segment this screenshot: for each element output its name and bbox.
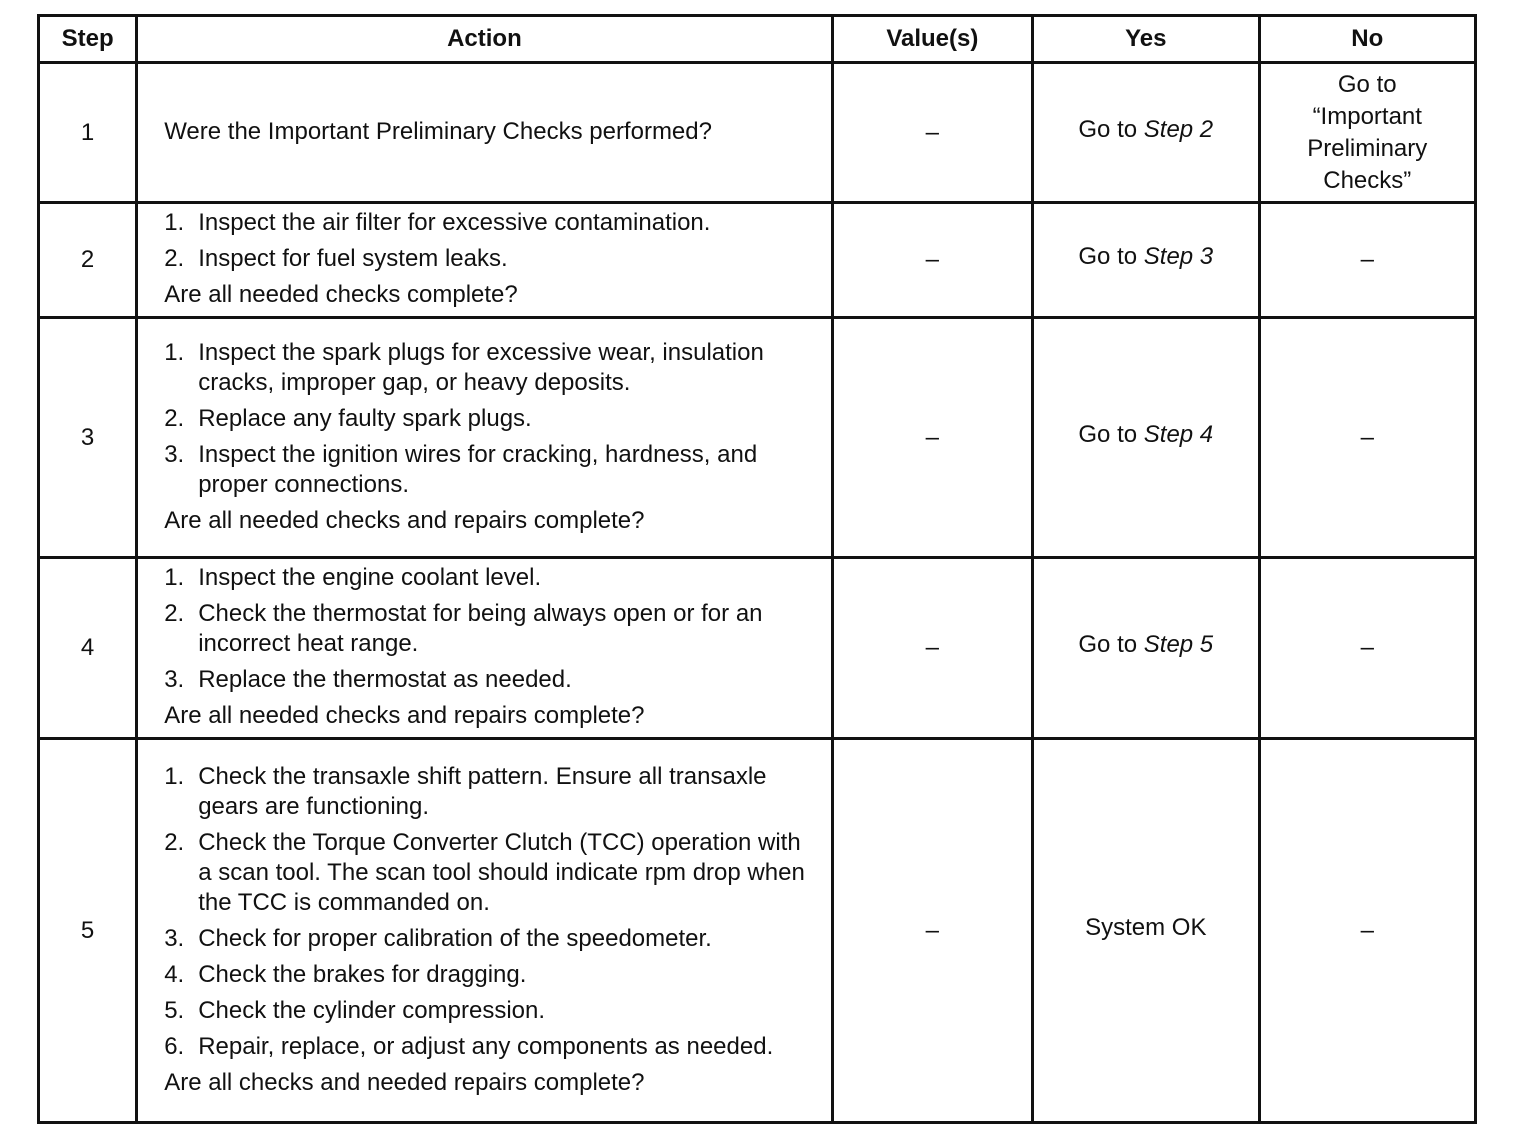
action-question: Are all needed checks complete?	[164, 281, 518, 308]
diagnostic-table-document	[37, 14, 1477, 1118]
header-no: No	[1259, 16, 1475, 63]
no-line: Checks”	[1323, 166, 1412, 194]
action-item-text: Check the brakes for dragging.	[198, 960, 527, 988]
action-item	[164, 563, 820, 593]
action-item-text: Inspect the engine coolant level.	[198, 564, 542, 591]
table-row-step-1	[39, 63, 1476, 203]
step-number: 1	[39, 63, 137, 203]
action-item-number: 6.	[164, 1032, 185, 1060]
table-row-step-2	[39, 203, 1476, 318]
action-item	[164, 665, 820, 695]
action-item-text: Inspect the spark plugs for excessive wear, insulation cracks, improper gap, or heavy deposits.	[198, 338, 764, 396]
action-item-text: Check for proper calibration of the speedometer.	[198, 924, 712, 952]
action-cell	[137, 63, 832, 203]
yes-cell	[1033, 63, 1259, 203]
yes-cell	[1033, 739, 1259, 1123]
action-item	[164, 404, 820, 434]
yes-cell	[1033, 203, 1259, 318]
action-cell	[137, 739, 832, 1123]
action-item	[164, 924, 820, 954]
action-question: Are all checks and needed repairs complete?	[164, 1068, 645, 1096]
action-item-number: 2.	[164, 828, 185, 856]
action-item-text: Check the cylinder compression.	[198, 996, 546, 1024]
action-item	[164, 338, 820, 398]
yes-cell	[1033, 318, 1259, 558]
action-question: Are all needed checks and repairs complete?	[164, 702, 645, 729]
value-cell: –	[832, 558, 1032, 739]
yes-cell	[1033, 558, 1259, 739]
action-question: Were the Important Preliminary Checks performed?	[164, 117, 712, 145]
action-item	[164, 244, 820, 274]
action-item-text: Check the Torque Converter Clutch (TCC) operation with a scan tool. The scan tool should indicate rpm drop when the TCC is commanded on.	[198, 828, 805, 916]
table-row-step-5	[39, 739, 1476, 1123]
action-list	[164, 338, 820, 500]
no-cell: –	[1259, 318, 1475, 558]
value-cell: –	[832, 739, 1032, 1123]
no-cell: –	[1259, 739, 1475, 1123]
yes-text: System OK	[1085, 913, 1207, 941]
yes-prefix: Go to	[1078, 243, 1138, 270]
step-number: 2	[39, 203, 137, 318]
no-line: “Important	[1312, 102, 1422, 130]
action-item-number: 2.	[164, 600, 185, 627]
yes-prefix: Go to	[1078, 420, 1138, 448]
value-cell: –	[832, 203, 1032, 318]
table-header-row	[39, 16, 1476, 63]
value-cell: –	[832, 63, 1032, 203]
table-row-step-3	[39, 318, 1476, 558]
step-number: 5	[39, 739, 137, 1123]
action-item-number: 3.	[164, 924, 185, 952]
action-item-text: Replace any faulty spark plugs.	[198, 404, 532, 432]
yes-prefix: Go to	[1078, 631, 1138, 658]
diagnostic-steps-table	[37, 14, 1477, 1124]
action-item	[164, 996, 820, 1026]
header-values: Value(s)	[832, 16, 1032, 63]
action-item-number: 5.	[164, 996, 185, 1024]
no-cell: –	[1259, 203, 1475, 318]
action-list	[164, 208, 820, 274]
action-item-text: Check the transaxle shift pattern. Ensure all transaxle gears are functioning.	[198, 762, 767, 820]
action-item	[164, 208, 820, 238]
no-cell	[1259, 63, 1475, 203]
action-list	[164, 563, 820, 695]
action-item-number: 2.	[164, 245, 185, 272]
action-cell	[137, 203, 832, 318]
action-item-text: Repair, replace, or adjust any components as needed.	[198, 1032, 774, 1060]
no-text	[1307, 69, 1427, 197]
action-item-text: Inspect for fuel system leaks.	[198, 245, 508, 272]
action-cell	[137, 558, 832, 739]
step-number: 4	[39, 558, 137, 739]
action-item-number: 2.	[164, 404, 185, 432]
action-item-number: 1.	[164, 564, 185, 591]
action-cell	[137, 318, 832, 558]
yes-step-ref: Step 5	[1143, 631, 1214, 658]
action-item-text: Inspect the air filter for excessive contamination.	[198, 209, 711, 236]
no-line: Go to	[1337, 70, 1397, 98]
table-row-step-4	[39, 558, 1476, 739]
action-item-number: 3.	[164, 440, 185, 468]
action-item-text: Inspect the ignition wires for cracking, hardness, and proper connections.	[198, 440, 758, 498]
action-item-number: 4.	[164, 960, 185, 988]
header-yes: Yes	[1033, 16, 1259, 63]
no-line: Preliminary	[1307, 134, 1428, 162]
action-item-number: 1.	[164, 762, 185, 790]
action-question: Are all needed checks and repairs complete?	[164, 506, 645, 534]
action-item	[164, 599, 820, 659]
yes-step-ref: Step 4	[1143, 420, 1214, 448]
yes-step-ref: Step 3	[1143, 243, 1214, 270]
value-cell: –	[832, 318, 1032, 558]
yes-prefix: Go to	[1078, 115, 1138, 143]
action-list	[164, 762, 820, 1062]
action-item-number: 1.	[164, 338, 185, 366]
header-action: Action	[137, 16, 832, 63]
action-item	[164, 762, 820, 822]
action-item-number: 3.	[164, 666, 185, 693]
action-item	[164, 440, 820, 500]
header-step: Step	[39, 16, 137, 63]
action-item-text: Check the thermostat for being always open or for an incorrect heat range.	[198, 600, 763, 657]
action-item	[164, 828, 820, 918]
yes-step-ref: Step 2	[1143, 115, 1214, 143]
action-item-number: 1.	[164, 209, 185, 236]
action-item	[164, 1032, 820, 1062]
action-item	[164, 960, 820, 990]
step-number: 3	[39, 318, 137, 558]
action-item-text: Replace the thermostat as needed.	[198, 666, 572, 693]
no-cell: –	[1259, 558, 1475, 739]
